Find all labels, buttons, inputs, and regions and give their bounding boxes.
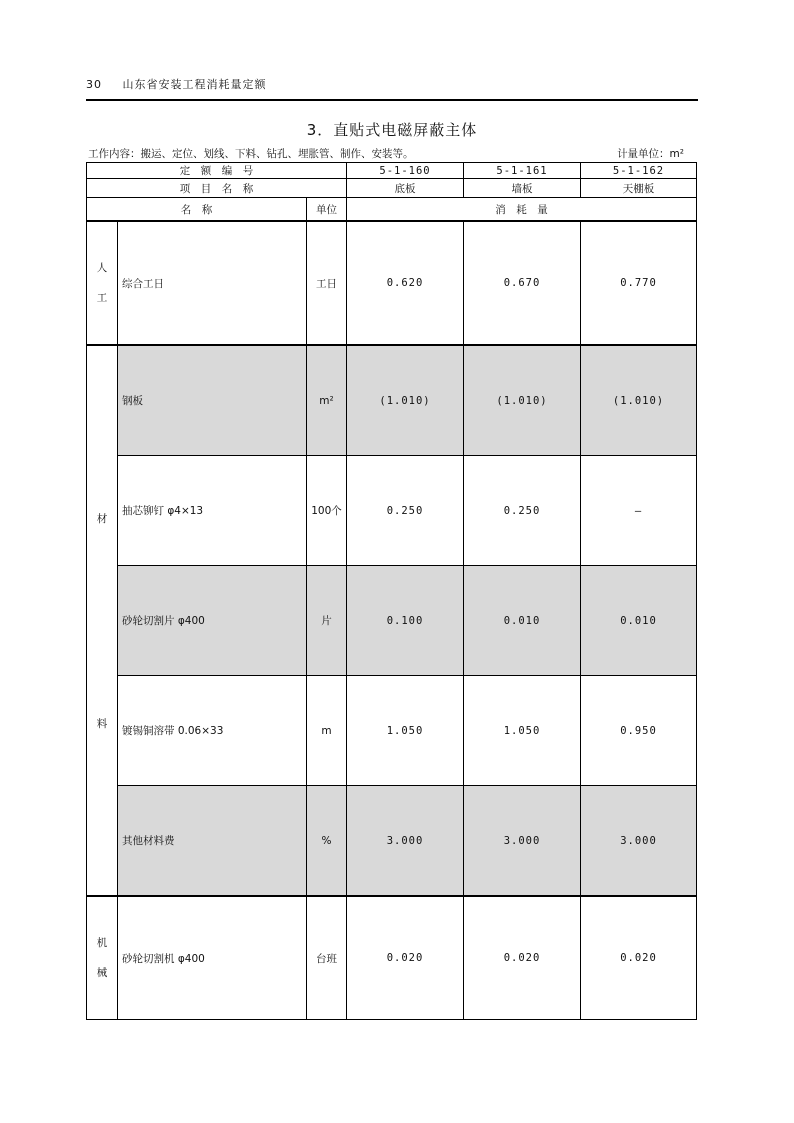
work-content: 工作内容：搬运、定位、划线、下料、钻孔、埋胀管、制作、安装等。	[88, 148, 414, 160]
row-name: 其他材料费	[118, 786, 307, 897]
category-material	[87, 345, 118, 896]
quota-code-row	[87, 163, 697, 179]
category-machinery	[87, 896, 118, 1020]
unit-header: 单位	[307, 198, 347, 222]
quota-code-3: 5-1-162	[581, 163, 697, 179]
unit-of-measure: 计量单位：m²	[617, 148, 684, 160]
table-row	[87, 896, 697, 1020]
row-value: 0.950	[581, 676, 697, 786]
row-value: (1.010)	[464, 345, 581, 456]
row-value: 0.020	[464, 896, 581, 1020]
table-row	[87, 786, 697, 897]
row-name: 砂轮切割机 φ400	[118, 896, 307, 1020]
row-name: 综合工日	[118, 221, 307, 345]
quota-code-label: 定 额 编 号	[87, 163, 347, 179]
category-char: 械	[96, 967, 108, 979]
row-value: (1.010)	[347, 345, 464, 456]
name-header: 名 称	[87, 198, 307, 222]
row-value: 1.050	[347, 676, 464, 786]
book-title: 山东省安装工程消耗量定额	[122, 78, 267, 91]
row-value: 0.020	[581, 896, 697, 1020]
table-row	[87, 456, 697, 566]
page-number: 30	[86, 78, 102, 91]
item-name-2: 墙板	[464, 179, 581, 198]
row-name: 镀锡铜溶带 0.06×33	[118, 676, 307, 786]
row-value: 3.000	[581, 786, 697, 897]
row-unit: m²	[307, 345, 347, 456]
table-row	[87, 566, 697, 676]
category-char: 料	[96, 717, 108, 730]
row-value: 0.100	[347, 566, 464, 676]
row-unit: 工日	[307, 221, 347, 345]
row-name: 砂轮切割片 φ400	[118, 566, 307, 676]
quota-code-2: 5-1-161	[464, 163, 581, 179]
row-value: 0.010	[581, 566, 697, 676]
row-value: 3.000	[464, 786, 581, 897]
row-unit: 片	[307, 566, 347, 676]
row-name: 抽芯铆钉 φ4×13	[118, 456, 307, 566]
table-row	[87, 676, 697, 786]
category-char: 机	[96, 937, 108, 949]
table-row	[87, 345, 697, 456]
header-rule	[86, 99, 698, 101]
row-value: 0.620	[347, 221, 464, 345]
row-value: 0.010	[464, 566, 581, 676]
row-unit: %	[307, 786, 347, 897]
category-char: 材	[96, 512, 108, 525]
section-title: 3．直贴式电磁屏蔽主体	[306, 121, 478, 139]
item-name-label: 项 目 名 称	[87, 179, 347, 198]
column-header-row	[87, 198, 697, 222]
category-char: 人	[96, 262, 108, 274]
item-name-row	[87, 179, 697, 198]
row-value: 3.000	[347, 786, 464, 897]
table-row	[87, 221, 697, 345]
item-name-1: 底板	[347, 179, 464, 198]
row-name: 钢板	[118, 345, 307, 456]
row-unit: m	[307, 676, 347, 786]
category-char: 工	[96, 292, 108, 304]
consumption-header: 消 耗 量	[347, 198, 697, 222]
category-labor	[87, 221, 118, 345]
row-unit: 台班	[307, 896, 347, 1020]
quota-table	[86, 162, 697, 1020]
row-value: 0.250	[464, 456, 581, 566]
running-header	[86, 76, 698, 92]
row-unit: 100个	[307, 456, 347, 566]
row-value: (1.010)	[581, 345, 697, 456]
row-value: 0.020	[347, 896, 464, 1020]
item-name-3: 天棚板	[581, 179, 697, 198]
row-value: —	[581, 456, 697, 566]
row-value: 0.770	[581, 221, 697, 345]
row-value: 0.250	[347, 456, 464, 566]
quota-code-1: 5-1-160	[347, 163, 464, 179]
row-value: 0.670	[464, 221, 581, 345]
row-value: 1.050	[464, 676, 581, 786]
